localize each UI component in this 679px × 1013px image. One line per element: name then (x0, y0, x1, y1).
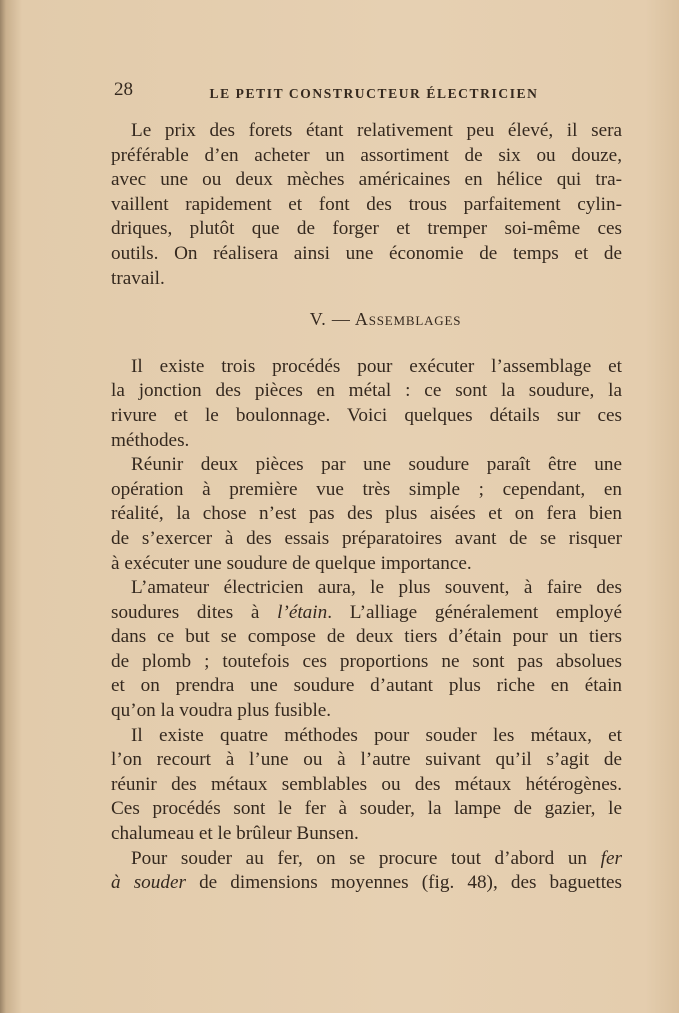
text-segment: Pour souder au fer, on se procure tout d’abord un (131, 847, 601, 869)
text-segment: à exécuter une soudure de quelque importance. (111, 552, 472, 574)
page-number: 28 (114, 79, 133, 100)
text-segment: vaillent rapidement et font des trous parfaitement cylin- (111, 193, 622, 215)
text-segment: outils. On réalisera ainsi une économie de temps et de (111, 242, 622, 264)
text-line (111, 502, 622, 527)
text-line (111, 527, 622, 552)
text-line (111, 217, 622, 242)
text-line (111, 379, 622, 404)
page-body (111, 119, 622, 896)
text-line (111, 404, 622, 429)
text-segment: Le prix des forets étant relativement peu élevé, il sera (131, 120, 622, 141)
text-line (111, 355, 622, 380)
italic-text: fer (600, 847, 622, 869)
paragraph (111, 576, 622, 724)
text-line (111, 453, 622, 478)
italic-text: l’étain (277, 601, 328, 623)
text-line (111, 193, 622, 218)
text-line (111, 242, 622, 267)
paragraph (111, 724, 622, 847)
text-segment: chalumeau et le brûleur Bunsen. (111, 823, 359, 845)
text-segment: driques, plutôt que de forger et tremper soi-même ces (111, 218, 622, 240)
text-before-heading (111, 119, 622, 291)
text-segment: de s’exercer à des essais préparatoires avant de se risquer (111, 527, 622, 549)
text-segment: méthodes. (111, 429, 190, 451)
paragraph (111, 355, 622, 453)
text-line (111, 429, 622, 454)
text-after-heading (111, 355, 622, 896)
text-line (111, 797, 622, 822)
text-line (111, 674, 622, 699)
text-segment: qu’on la voudra plus fusible. (111, 700, 332, 722)
text-segment: soudures dites à (111, 601, 278, 623)
text-segment: . L’alliage généralement employé (327, 601, 622, 623)
text-segment: la jonction des pièces en métal : ce sont la soudure, la (111, 380, 622, 402)
text-line (111, 773, 622, 798)
text-segment: dans ce but se compose de deux tiers d’étain pour un tiers (111, 626, 622, 648)
text-line (111, 478, 622, 503)
text-line (111, 601, 622, 626)
text-segment: de dimensions moyennes (fig. 48), des baguettes (185, 872, 623, 894)
text-segment: Réunir deux pièces par une soudure paraît être une (131, 454, 622, 476)
text-segment: Ces procédés sont le fer à souder, la lampe de gazier, le (111, 798, 622, 820)
text-line (111, 144, 622, 169)
text-line (111, 847, 622, 872)
text-line (111, 168, 622, 193)
text-line (111, 822, 622, 847)
text-line (111, 625, 622, 650)
text-segment: préférable d’en acheter un assortiment de six ou douze, (111, 144, 622, 166)
paragraph (111, 847, 622, 896)
text-line (111, 748, 622, 773)
text-segment: Il existe trois procédés pour exécuter l’assemblage et (131, 355, 622, 377)
text-line (111, 871, 622, 896)
paragraph (111, 453, 622, 576)
text-line (111, 119, 622, 144)
text-segment: réunir des métaux semblables ou des métaux hétérogènes. (111, 773, 622, 795)
paragraph (111, 119, 622, 291)
text-line (111, 267, 622, 292)
text-line (111, 699, 622, 724)
text-segment: et on prendra une soudure d’autant plus riche en étain (111, 675, 622, 697)
text-line (111, 576, 622, 601)
text-segment: rivure et le boulonnage. Voici quelques détails sur ces (111, 404, 622, 426)
text-segment: opération à première vue très simple ; cependant, en (111, 478, 622, 500)
italic-text: à souder (111, 872, 186, 894)
text-line (111, 552, 622, 577)
text-segment: L’amateur électricien aura, le plus souvent, à faire des (131, 577, 622, 599)
text-segment: de plomb ; toutefois ces proportions ne sont pas absolues (111, 650, 622, 672)
text-line (111, 724, 622, 749)
section-heading: V. — Assemblages (309, 309, 462, 330)
text-segment: avec une ou deux mèches américaines en hélice qui tra- (111, 169, 622, 191)
text-line (111, 650, 622, 675)
text-segment: travail. (111, 267, 165, 289)
text-segment: l’on recourt à l’une ou à l’autre suivant qu’il s’agit de (111, 749, 622, 771)
text-segment: Il existe quatre méthodes pour souder les métaux, et (131, 724, 622, 746)
text-segment: réalité, la chose n’est pas des plus aisées et on fera bien (111, 503, 622, 525)
running-title: LE PETIT CONSTRUCTEUR ÉLECTRICIEN (209, 86, 539, 101)
